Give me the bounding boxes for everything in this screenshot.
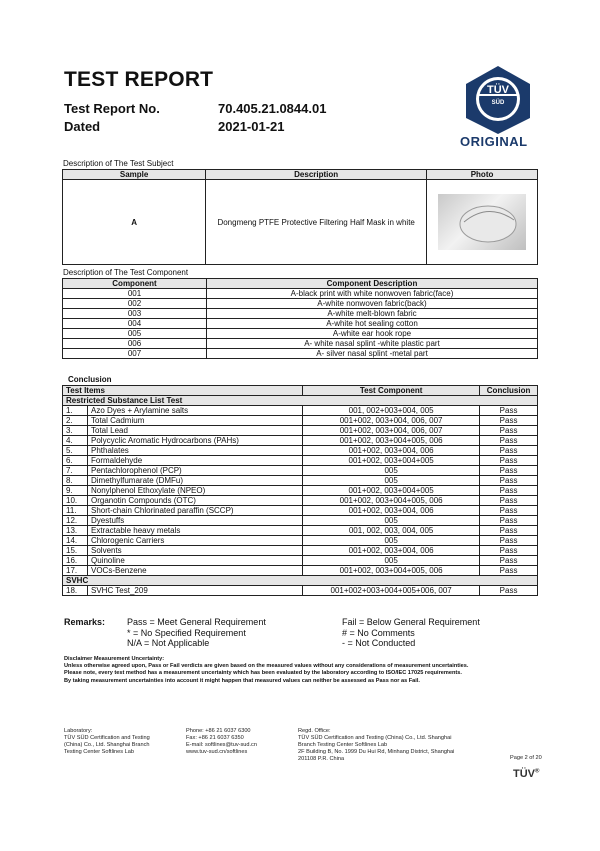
component-header-id: Component xyxy=(63,279,207,289)
test-result: Pass xyxy=(480,436,538,446)
table-row xyxy=(63,466,538,476)
component-caption: Description of The Test Component xyxy=(63,268,189,277)
test-component: 001+002, 003+004, 006, 007 xyxy=(303,426,480,436)
subject-header-sample: Sample xyxy=(63,170,206,180)
test-result: Pass xyxy=(480,546,538,556)
test-item: VOCs-Benzene xyxy=(88,566,303,576)
test-component: 001+002, 003+004, 006 xyxy=(303,446,480,456)
footer-line[interactable]: www.tuv-sud.cn/softlines xyxy=(186,749,248,755)
row-number: 5. xyxy=(63,446,88,456)
report-no-value: 70.405.21.0844.01 xyxy=(218,101,327,116)
footer-line: 201108 P.R. China xyxy=(298,756,345,762)
component-id: 003 xyxy=(63,309,207,319)
row-number: 1. xyxy=(63,406,88,416)
component-id: 001 xyxy=(63,289,207,299)
disclaimer-line: Unless otherwise agreed upon, Pass or Fail verdicts are given based on the measured values without any considerations of measurement uncertainties. xyxy=(64,663,469,670)
row-number: 18. xyxy=(63,586,88,596)
component-table xyxy=(62,278,538,359)
table-row xyxy=(63,416,538,426)
table-row xyxy=(63,426,538,436)
component-desc: A-white nonwoven fabric(back) xyxy=(207,299,538,309)
test-component: 001+002+003+004+005+006, 007 xyxy=(303,586,480,596)
test-result: Pass xyxy=(480,406,538,416)
footer-line: 2F Building B, No. 1999 Du Hui Rd, Minhang District, Shanghai xyxy=(298,749,455,755)
row-number: 12. xyxy=(63,516,88,526)
footer-line: Fax: +86 21 6037 6350 xyxy=(186,735,244,741)
footer-line: Regd. Office: xyxy=(298,728,331,734)
footer-office xyxy=(298,728,510,763)
component-id: 002 xyxy=(63,299,207,309)
footer-line: Branch Testing Center Softlines Lab xyxy=(298,742,388,748)
test-item: Solvents xyxy=(88,546,303,556)
table-row xyxy=(63,299,538,309)
table-row xyxy=(63,329,538,339)
footer-brand-mark: ® xyxy=(535,768,540,775)
footer-line: (China) Co., Ltd. Shanghai Branch xyxy=(64,742,150,748)
table-row xyxy=(63,496,538,506)
test-item: Short-chain Chlorinated paraffin (SCCP) xyxy=(88,506,303,516)
component-id: 005 xyxy=(63,329,207,339)
test-item: Extractable heavy metals xyxy=(88,526,303,536)
row-number: 15. xyxy=(63,546,88,556)
remarks-left xyxy=(127,617,266,649)
footer-line: TÜV SÜD Certification and Testing (China) Co., Ltd. Shanghai xyxy=(298,735,452,741)
conclusion-table xyxy=(62,385,538,596)
component-desc: A-white melt-blown fabric xyxy=(207,309,538,319)
test-component: 001+002, 003+004, 006 xyxy=(303,546,480,556)
conclusion-header-result: Conclusion xyxy=(480,386,538,396)
row-number: 13. xyxy=(63,526,88,536)
remark-item: Fail = Below General Requirement xyxy=(342,617,480,627)
remark-item: - = Not Conducted xyxy=(342,638,416,648)
component-header-description: Component Description xyxy=(207,279,538,289)
subject-description: Dongmeng PTFE Protective Filtering Half Mask in white xyxy=(206,180,427,265)
disclaimer-line: Please note, every test method has a measurement uncertainty which has been evaluated by the laboratory according to ISO/IEC 17025 requirements. xyxy=(64,670,462,677)
footer-line[interactable]: E-mail: softlines@tuv-sud.cn xyxy=(186,742,257,748)
remark-item: * = No Specified Requirement xyxy=(127,627,246,638)
test-component: 005 xyxy=(303,476,480,486)
test-item: Pentachlorophenol (PCP) xyxy=(88,466,303,476)
table-row xyxy=(63,406,538,416)
table-row xyxy=(63,309,538,319)
row-number: 6. xyxy=(63,456,88,466)
test-item: Quinoline xyxy=(88,556,303,566)
disclaimer-line: By taking measurement uncertainties into account it might happen that measured values can neither be assessed as Pass nor as Fail. xyxy=(64,677,420,684)
remark-item: # = No Comments xyxy=(342,627,415,638)
footer-brand-text: TÜV xyxy=(513,768,535,780)
test-component: 005 xyxy=(303,516,480,526)
row-number: 14. xyxy=(63,536,88,546)
test-component: 005 xyxy=(303,536,480,546)
subject-table xyxy=(62,169,538,265)
component-id: 004 xyxy=(63,319,207,329)
test-component: 001+002, 003+004+005, 006 xyxy=(303,496,480,506)
table-row xyxy=(63,476,538,486)
conclusion-header-items: Test Items xyxy=(63,386,303,396)
test-item: Dimethylfumarate (DMFu) xyxy=(88,476,303,486)
footer-line: TÜV SÜD Certification and Testing xyxy=(64,735,150,741)
test-item: Nonylphenol Ethoxylate (NPEO) xyxy=(88,486,303,496)
test-item: Dyestuffs xyxy=(88,516,303,526)
table-row xyxy=(63,586,538,596)
table-row xyxy=(63,349,538,359)
row-number: 9. xyxy=(63,486,88,496)
test-result: Pass xyxy=(480,586,538,596)
test-result: Pass xyxy=(480,506,538,516)
group-svhc: SVHC xyxy=(63,576,538,586)
test-component: 001+002, 003+004, 006 xyxy=(303,506,480,516)
table-row xyxy=(63,456,538,466)
row-number: 10. xyxy=(63,496,88,506)
report-no-label: Test Report No. xyxy=(64,101,160,116)
test-item: Chlorogenic Carriers xyxy=(88,536,303,546)
footer-brand xyxy=(513,768,539,780)
test-component: 001, 002, 003, 004, 005 xyxy=(303,526,480,536)
subject-caption: Description of The Test Subject xyxy=(63,159,174,168)
subject-header-description: Description xyxy=(206,170,427,180)
test-component: 001, 002+003+004, 005 xyxy=(303,406,480,416)
row-number: 17. xyxy=(63,566,88,576)
row-number: 8. xyxy=(63,476,88,486)
component-desc: A- white nasal splint -white plastic part xyxy=(207,339,538,349)
test-component: 001+002, 003+004+005, 006 xyxy=(303,436,480,446)
table-row xyxy=(63,436,538,446)
table-row xyxy=(63,319,538,329)
test-result: Pass xyxy=(480,496,538,506)
test-item: Phthalates xyxy=(88,446,303,456)
test-result: Pass xyxy=(480,486,538,496)
subject-photo-cell xyxy=(427,180,538,265)
test-component: 001+002, 003+004, 006, 007 xyxy=(303,416,480,426)
subject-sample: A xyxy=(63,180,206,265)
test-result: Pass xyxy=(480,456,538,466)
footer-line: Phone: +86 21 6037 6300 xyxy=(186,728,251,734)
test-component: 005 xyxy=(303,466,480,476)
test-result: Pass xyxy=(480,446,538,456)
test-item: Total Lead xyxy=(88,426,303,436)
footer-line: Laboratory: xyxy=(64,728,93,734)
table-row xyxy=(63,339,538,349)
table-row xyxy=(63,556,538,566)
test-result: Pass xyxy=(480,526,538,536)
test-component: 005 xyxy=(303,556,480,566)
group-restricted: Restricted Substance List Test xyxy=(63,396,538,406)
test-result: Pass xyxy=(480,476,538,486)
row-number: 2. xyxy=(63,416,88,426)
test-result: Pass xyxy=(480,466,538,476)
test-item: Formaldehyde xyxy=(88,456,303,466)
test-component: 001+002, 003+004+005 xyxy=(303,486,480,496)
table-row xyxy=(63,546,538,556)
remarks-label: Remarks: xyxy=(64,617,106,627)
table-row xyxy=(63,526,538,536)
footer-lab xyxy=(64,728,184,756)
row-number: 7. xyxy=(63,466,88,476)
test-item: SVHC Test_209 xyxy=(88,586,303,596)
original-stamp: ORIGINAL xyxy=(460,134,528,149)
test-result: Pass xyxy=(480,516,538,526)
page-number: Page 2 of 20 xyxy=(510,755,542,761)
row-number: 4. xyxy=(63,436,88,446)
mask-photo xyxy=(438,194,526,250)
table-row xyxy=(63,516,538,526)
test-result: Pass xyxy=(480,426,538,436)
conclusion-header-component: Test Component xyxy=(303,386,480,396)
footer-line: Testing Center Softlines Lab xyxy=(64,749,134,755)
dated-label: Dated xyxy=(64,119,101,134)
component-desc: A-white hot sealing cotton xyxy=(207,319,538,329)
test-result: Pass xyxy=(480,556,538,566)
component-desc: A-black print with white nonwoven fabric(face) xyxy=(207,289,538,299)
table-row xyxy=(63,536,538,546)
component-desc: A- silver nasal splint -metal part xyxy=(207,349,538,359)
test-result: Pass xyxy=(480,566,538,576)
table-row xyxy=(63,486,538,496)
report-title: TEST REPORT xyxy=(64,68,214,91)
conclusion-caption: Conclusion xyxy=(68,375,112,384)
logo-text: TÜV xyxy=(487,84,509,96)
disclaimer-title: Disclaimer Measurement Uncertainty: xyxy=(64,656,165,662)
remarks-right xyxy=(342,617,480,649)
table-row xyxy=(63,289,538,299)
row-number: 11. xyxy=(63,506,88,516)
test-component: 001+002, 003+004+005, 006 xyxy=(303,566,480,576)
component-id: 006 xyxy=(63,339,207,349)
remark-item: N/A = Not Applicable xyxy=(127,638,210,648)
table-row xyxy=(63,446,538,456)
subject-header-photo: Photo xyxy=(427,170,538,180)
logo-sub: SÜD xyxy=(491,100,505,106)
test-item: Organotin Compounds (OTC) xyxy=(88,496,303,506)
test-result: Pass xyxy=(480,536,538,546)
test-item: Azo Dyes + Arylamine salts xyxy=(88,406,303,416)
dated-value: 2021-01-21 xyxy=(218,119,285,134)
component-id: 007 xyxy=(63,349,207,359)
test-result: Pass xyxy=(480,416,538,426)
row-number: 16. xyxy=(63,556,88,566)
test-item: Polycyclic Aromatic Hydrocarbons (PAHs) xyxy=(88,436,303,446)
footer-contact xyxy=(186,728,296,756)
table-row xyxy=(63,566,538,576)
component-desc: A-white ear hook rope xyxy=(207,329,538,339)
remark-item: Pass = Meet General Requirement xyxy=(127,617,266,627)
row-number: 3. xyxy=(63,426,88,436)
table-row xyxy=(63,506,538,516)
disclaimer xyxy=(64,656,540,685)
test-item: Total Cadmium xyxy=(88,416,303,426)
test-component: 001+002, 003+004+005 xyxy=(303,456,480,466)
